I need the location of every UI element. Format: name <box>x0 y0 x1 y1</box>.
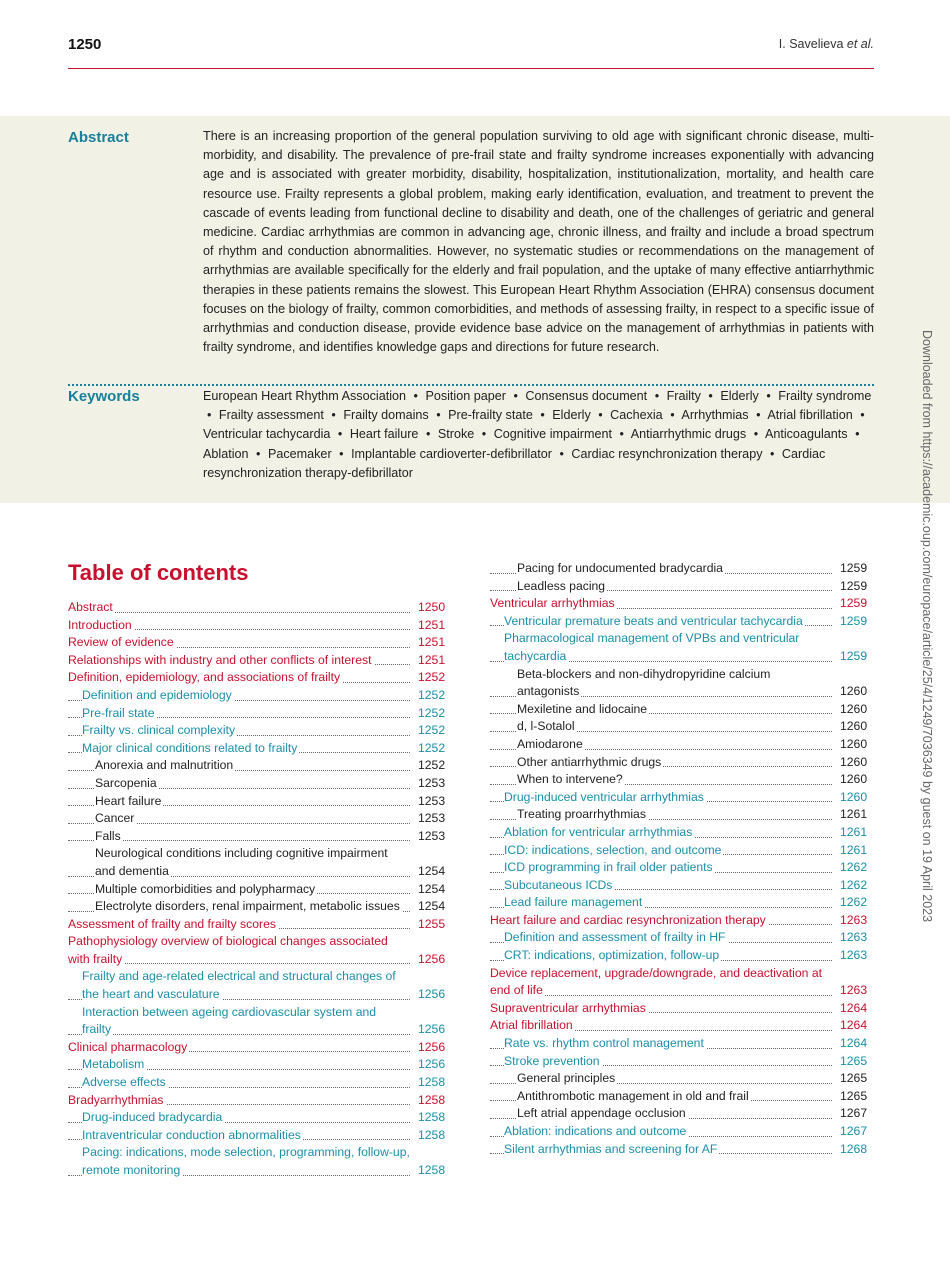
toc-entry-page: 1260 <box>840 789 868 804</box>
toc-entry-page: 1256 <box>418 1039 446 1054</box>
toc-entry-label: Amiodarone <box>517 736 583 751</box>
keyword-item: Consensus document <box>525 389 648 403</box>
keyword-item: Arrhythmias <box>681 408 749 423</box>
toc-entry-label: Treating proarrhythmias <box>517 807 646 822</box>
running-head: I. Savelieva et al. <box>778 37 874 51</box>
toc-entry-label: CRT: indications, optimization, follow-up <box>504 948 720 963</box>
keyword-bullet: • <box>481 427 487 442</box>
toc-entry <box>68 828 452 846</box>
toc-entry-page: 1251 <box>418 617 446 632</box>
keyword-item: Pacemaker <box>267 446 332 461</box>
toc-entry-label: Adverse effects <box>82 1075 166 1090</box>
toc-entry-label: Ventricular premature beats and ventricular tachycardia <box>504 613 803 628</box>
toc-entry[interactable] <box>68 1039 452 1057</box>
toc-entry-label: Stroke prevention <box>504 1053 600 1068</box>
toc-entry-page: 1253 <box>418 793 446 808</box>
toc-entry-label: Review of evidence <box>68 635 174 650</box>
keyword-item: Frailty <box>666 389 701 403</box>
toc-entry[interactable] <box>68 740 452 758</box>
toc-entry-label: Rate vs. rhythm control management <box>504 1036 704 1051</box>
toc-entry-page: 1263 <box>840 983 868 998</box>
toc-entry-page: 1260 <box>840 701 868 716</box>
toc-entry-label: General principles <box>517 1071 616 1086</box>
toc-entry <box>68 881 452 899</box>
keyword-bullet: • <box>337 427 343 442</box>
keyword-item: Position paper <box>425 389 506 403</box>
toc-entry-label: Sarcopenia <box>95 775 157 790</box>
toc-entry-label: Device replacement, upgrade/downgrade, and deactivation at end of life <box>490 965 822 998</box>
toc-entry[interactable] <box>68 687 452 705</box>
keyword-bullet: • <box>619 427 624 442</box>
toc-entry[interactable] <box>68 1109 452 1127</box>
abstract-text: There is an increasing proportion of the general population surviving to old age with significant chronic disease, multi-morbidity, and disability. The prevalence of pre-frail state and frailty syndrome increases exponentially with advancing age and is associated with greater morbidity, disability, hospitalization, institutionalization, mortality, and health care resource use. Frailty represents a global problem, making early identification, evaluation, and treatment to prevent the cascade of events leading from functional decline to disability and death, one of the challenges of geriatric and general medicine. Cardiac arrhythmias are common in advancing age, chronic illness, and frailty and include a broad spectrum of rhythm and conduction abnormalities. However, no systematic studies or recommendations on the management of arrhythmias are available specifically for the elderly and frail population, and the uptake of many effective antiarrhythmic therapies in these patients remains the slowest. This European Heart Rhythm Association (EHRA) consensus document focuses on the biology of frailty, common comorbidities, and methods of assessing frailty, in respect to a specific issue of arrhythmias and conduction disease, provide evidence base advice on the management of arrhythmias in patients with frailty syndrome, and identifies knowledge gaps and directions for future research. <box>203 129 874 355</box>
keyword-bullet: • <box>598 408 603 423</box>
abstract-divider <box>68 384 874 386</box>
keyword-item: Elderly <box>720 389 759 403</box>
keyword-item: Ventricular tachycardia <box>203 427 331 442</box>
toc-entry-label: Major clinical conditions related to frailty <box>82 740 298 755</box>
toc-entry <box>490 578 874 596</box>
toc-entry-label: Abstract <box>68 600 113 614</box>
keyword-bullet: • <box>540 408 545 423</box>
toc-entry-page: 1260 <box>840 754 868 769</box>
download-note: Downloaded from https://academic.oup.com/europace/article/25/4/1249/7036349 by guest on 19 April 2023 <box>920 330 934 923</box>
toc-entry-page: 1258 <box>418 1127 446 1142</box>
toc-entry <box>68 898 452 916</box>
toc-entry-page: 1267 <box>840 1106 868 1121</box>
toc-entry <box>490 718 874 736</box>
toc-entry-page: 1251 <box>418 635 446 650</box>
toc-entry-label: Other antiarrhythmic drugs <box>517 754 662 769</box>
toc-entry-label: When to intervene? <box>517 772 623 787</box>
toc-entry[interactable] <box>490 929 874 947</box>
keyword-item: Frailty domains <box>343 408 429 423</box>
toc-entry-label: Definition and epidemiology <box>82 687 232 702</box>
toc-entry <box>68 810 452 828</box>
keyword-bullet: • <box>753 427 759 442</box>
toc-entry[interactable] <box>490 630 874 665</box>
keyword-bullet: • <box>766 389 771 403</box>
toc-entry-label: Drug-induced ventricular arrhythmias <box>504 789 704 804</box>
toc-entry[interactable] <box>68 1144 452 1179</box>
toc-entry-page: 1259 <box>840 596 868 611</box>
toc-entry-label: Cancer <box>95 811 135 826</box>
toc-entry <box>490 771 874 789</box>
toc-entry-page: 1254 <box>418 881 446 896</box>
toc-entry[interactable] <box>490 1017 874 1035</box>
toc-entry[interactable] <box>68 705 452 723</box>
toc-entry[interactable] <box>490 859 874 877</box>
toc-entry-page: 1265 <box>840 1053 868 1068</box>
toc-entry-page: 1263 <box>840 930 868 945</box>
toc-entry[interactable] <box>68 634 452 652</box>
toc-entry-page: 1258 <box>418 1163 446 1177</box>
toc-entry[interactable] <box>68 1092 452 1110</box>
toc-entry-page: 1252 <box>418 723 446 738</box>
keyword-bullet: • <box>331 408 336 423</box>
toc-entry[interactable] <box>68 1127 452 1145</box>
toc-title: Table of contents <box>68 560 249 585</box>
keyword-item: Frailty assessment <box>218 408 324 423</box>
header-rule <box>68 68 874 69</box>
toc-entry-label: Ablation for ventricular arrhythmias <box>504 824 693 839</box>
toc-entry-page: 1268 <box>840 1141 868 1156</box>
toc-entry-page: 1253 <box>418 775 446 790</box>
keyword-item: Stroke <box>437 427 475 442</box>
keyword-bullet: • <box>207 408 212 423</box>
toc-entry <box>490 666 874 701</box>
toc-entry[interactable] <box>490 595 874 613</box>
toc-entry-label: Clinical pharmacology <box>68 1039 188 1054</box>
keyword-bullet: • <box>708 389 713 403</box>
toc-entry-page: 1259 <box>840 648 868 663</box>
keyword-item: European Heart Rhythm Association <box>203 389 407 403</box>
toc-entry-label: Definition and assessment of frailty in HF <box>504 930 726 945</box>
toc-entry[interactable] <box>490 877 874 895</box>
toc-entry[interactable] <box>68 1004 452 1039</box>
keyword-item: Cachexia <box>610 408 663 423</box>
toc-entry[interactable] <box>490 1053 874 1071</box>
toc-entry[interactable] <box>490 947 874 965</box>
toc-entry[interactable] <box>490 1123 874 1141</box>
toc-entry[interactable] <box>68 617 452 635</box>
toc-entry[interactable] <box>490 613 874 631</box>
toc-entry-page: 1260 <box>840 736 868 751</box>
toc-entry-label: Interaction between ageing cardiovascular system and frailty <box>82 1004 377 1037</box>
toc-entry-page: 1252 <box>418 687 446 702</box>
toc-entry-label: Left atrial appendage occlusion <box>517 1106 686 1121</box>
toc-entry-label: Pharmacological management of VPBs and ventricular tachycardia <box>504 631 800 663</box>
toc-entry-label: Heart failure <box>95 793 162 808</box>
toc-entry-page: 1261 <box>840 842 868 857</box>
keyword-bullet: • <box>670 408 675 423</box>
toc-entry[interactable] <box>490 842 874 860</box>
keyword-item: Cardiac resynchronization therapy-defibrillator <box>203 446 826 480</box>
keywords-label: Keywords <box>68 388 140 405</box>
toc-entry[interactable] <box>68 669 452 687</box>
toc-entry-page: 1258 <box>418 1092 446 1107</box>
toc-entry-page: 1262 <box>840 895 868 910</box>
toc-entry[interactable] <box>490 912 874 930</box>
toc-entry <box>490 736 874 754</box>
toc-entry[interactable] <box>68 652 452 670</box>
toc-entry-label: Subcutaneous ICDs <box>504 877 613 892</box>
keyword-item: Cardiac resynchronization therapy <box>571 446 763 461</box>
toc-entry-label: Pacing for undocumented bradycardia <box>517 561 723 575</box>
keyword-item: Elderly <box>552 408 591 423</box>
toc-entry-page: 1252 <box>418 740 446 755</box>
toc-entry-label: Lead failure management <box>504 895 643 910</box>
toc-entry <box>490 1088 874 1106</box>
keyword-bullet: • <box>256 446 261 461</box>
toc-entry-label: Assessment of frailty and frailty scores <box>68 916 276 931</box>
toc-entry[interactable] <box>490 1141 874 1159</box>
toc-entry-label: Metabolism <box>82 1057 145 1072</box>
toc-entry-page: 1260 <box>840 719 868 734</box>
toc-entry-label: Atrial fibrillation <box>490 1018 573 1033</box>
toc-entry-page: 1267 <box>840 1124 868 1138</box>
toc-entry-label: Neurological conditions including cognitive impairment and dementia <box>95 846 388 878</box>
running-header <box>68 36 874 58</box>
toc-entry-page: 1263 <box>840 948 868 963</box>
abstract-label: Abstract <box>68 129 129 146</box>
keyword-bullet: • <box>559 446 564 461</box>
toc-entry-label: Pathophysiology overview of biological changes associated with frailty <box>68 934 388 966</box>
toc-entry-label: Beta-blockers and non-dihydropyridine calcium antagonists <box>517 666 771 699</box>
toc-entry[interactable] <box>68 1056 452 1074</box>
keyword-bullet: • <box>770 446 775 461</box>
toc-entry-label: Frailty and age-related electrical and structural changes of the heart and vasculature <box>82 969 396 1002</box>
toc-entry-page: 1253 <box>418 828 446 843</box>
toc-entry <box>490 1105 874 1123</box>
toc-entry-label: ICD programming in frail older patients <box>504 860 713 875</box>
toc-entry-page: 1261 <box>840 807 868 822</box>
toc-entry-page: 1261 <box>840 824 868 839</box>
toc-entry-page: 1255 <box>418 916 446 931</box>
toc-column-right <box>490 560 874 1158</box>
keyword-item: Anticoagulants <box>764 427 848 442</box>
toc-entry-page: 1259 <box>840 578 868 593</box>
keyword-bullet: • <box>860 408 865 423</box>
toc-entry-page: 1256 <box>418 1057 446 1072</box>
keyword-item: Heart failure <box>349 427 419 442</box>
toc-entry-page: 1260 <box>840 684 868 699</box>
toc-entry-page: 1254 <box>418 899 446 914</box>
toc-entry-page: 1264 <box>840 1000 868 1015</box>
toc-entry-label: Leadless pacing <box>517 578 606 593</box>
toc-entry-page: 1262 <box>840 860 868 875</box>
keyword-item: Frailty syndrome <box>778 389 872 403</box>
page-number: 1250 <box>68 36 102 53</box>
toc-entry-page: 1256 <box>418 987 446 1002</box>
keyword-bullet: • <box>413 389 418 403</box>
toc-entry[interactable] <box>68 722 452 740</box>
toc-entry[interactable] <box>68 1074 452 1092</box>
toc-entry-label: Frailty vs. clinical complexity <box>82 723 236 738</box>
toc-column-left <box>68 599 452 1180</box>
toc-entry <box>490 754 874 772</box>
keyword-bullet: • <box>654 389 660 403</box>
toc-entry-label: Pre-frail state <box>82 705 155 720</box>
keywords-list <box>203 387 874 483</box>
toc-entry-label: Falls <box>95 828 121 843</box>
toc-entry[interactable] <box>490 1035 874 1053</box>
keyword-bullet: • <box>339 446 344 461</box>
keyword-bullet: • <box>425 427 431 442</box>
toc-entry-page: 1256 <box>418 951 446 966</box>
toc-entry-label: Supraventricular arrhythmias <box>490 1000 646 1015</box>
toc-entry[interactable] <box>490 894 874 912</box>
abstract-box <box>0 116 950 503</box>
keyword-bullet: • <box>855 427 860 442</box>
toc-entry-label: Silent arrhythmias and screening for AF <box>504 1141 718 1156</box>
keyword-item: Implantable cardioverter-defibrillator <box>351 446 552 461</box>
toc-entry-page: 1264 <box>840 1036 868 1051</box>
toc-entry-label: Introduction <box>68 617 132 632</box>
toc-entry-label: Electrolyte disorders, renal impairment, metabolic issues <box>95 899 400 914</box>
toc-entry-page: 1263 <box>840 912 868 927</box>
toc-entry[interactable] <box>490 789 874 807</box>
toc-entry-label: Relationships with industry and other conflicts of interest <box>68 652 372 667</box>
toc-entry-page: 1251 <box>418 652 446 667</box>
keyword-item: Pre-frailty state <box>448 408 533 423</box>
keyword-bullet: • <box>513 389 518 403</box>
toc-entry-label: d, l-Sotalol <box>517 719 575 734</box>
toc-entry-page: 1250 <box>418 600 446 614</box>
keyword-bullet: • <box>756 408 761 423</box>
toc-entry-page: 1256 <box>418 1022 446 1037</box>
toc-entry-label: Mexiletine and lidocaine <box>517 701 648 716</box>
toc-entry <box>68 793 452 811</box>
toc-entry-page: 1265 <box>840 1071 868 1086</box>
toc-entry-page: 1264 <box>840 1018 868 1033</box>
toc-entry-page: 1265 <box>840 1088 868 1103</box>
toc-entry <box>68 757 452 775</box>
toc-entry-label: Anorexia and malnutrition <box>95 758 234 773</box>
toc-entry-page: 1258 <box>418 1110 446 1125</box>
toc-entry[interactable] <box>68 916 452 934</box>
toc-entry-label: Heart failure and cardiac resynchronization therapy <box>490 912 766 927</box>
toc-entry <box>490 560 874 578</box>
toc-entry-label: Drug-induced bradycardia <box>82 1110 223 1125</box>
toc-entry-page: 1262 <box>840 877 868 892</box>
keyword-item: Cognitive impairment <box>493 427 612 442</box>
toc-entry-label: Antithrombotic management in old and frail <box>517 1088 749 1103</box>
keyword-item: Ablation <box>203 446 249 461</box>
toc-entry <box>68 845 452 880</box>
toc-entry-label: Intraventricular conduction abnormalities <box>82 1127 301 1142</box>
toc-entry-page: 1252 <box>418 670 446 685</box>
toc-entry[interactable] <box>490 1000 874 1018</box>
toc-entry-page: 1252 <box>418 758 446 773</box>
toc-entry[interactable] <box>68 599 452 617</box>
toc-entry[interactable] <box>68 968 452 1003</box>
toc-entry[interactable] <box>490 824 874 842</box>
toc-entry-page: 1258 <box>418 1075 446 1090</box>
toc-entry-label: Definition, epidemiology, and associations of frailty <box>68 670 341 685</box>
keyword-bullet: • <box>436 408 441 423</box>
toc-entry-page: 1259 <box>840 613 868 628</box>
toc-entry <box>490 1070 874 1088</box>
toc-entry-label: Pacing: indications, mode selection, programming, follow-up, remote monitoring <box>82 1145 410 1177</box>
toc-entry <box>490 701 874 719</box>
toc-entry-page: 1253 <box>418 811 446 826</box>
toc-entry <box>490 806 874 824</box>
toc-entry[interactable] <box>490 965 874 1000</box>
toc-entry-label: Bradyarrhythmias <box>68 1092 164 1107</box>
toc-entry-label: ICD: indications, selection, and outcome <box>504 842 722 857</box>
toc-entry-page: 1260 <box>840 772 868 787</box>
keyword-item: Antiarrhythmic drugs <box>630 427 747 442</box>
toc-entry-label: Ventricular arrhythmias <box>490 596 615 611</box>
toc-entry-page: 1259 <box>840 561 868 575</box>
toc-entry-page: 1252 <box>418 705 446 720</box>
toc-entry[interactable] <box>68 933 452 968</box>
toc-entry-page: 1254 <box>418 863 446 878</box>
toc-entry-label: Multiple comorbidities and polypharmacy <box>95 881 316 896</box>
toc-entry <box>68 775 452 793</box>
toc-entry-label: Ablation: indications and outcome <box>504 1124 687 1138</box>
keyword-item: Atrial fibrillation <box>767 408 853 423</box>
